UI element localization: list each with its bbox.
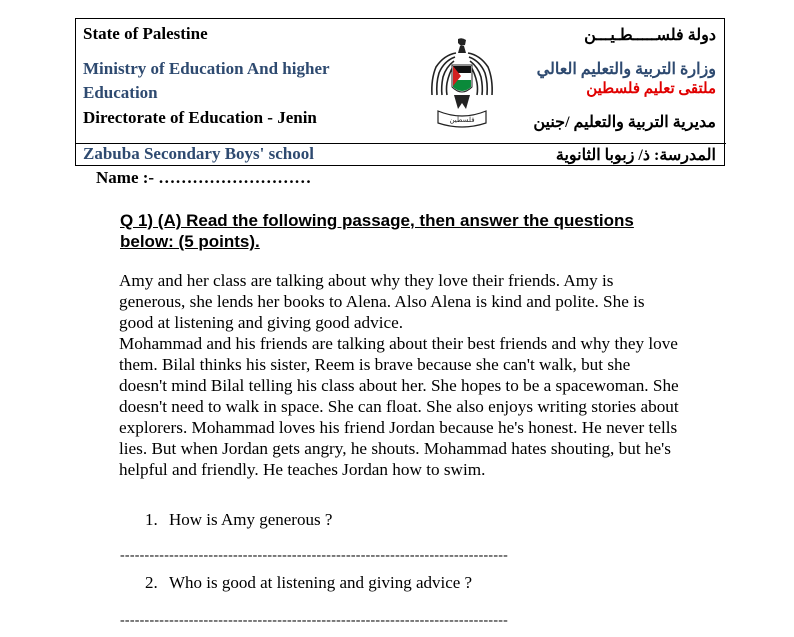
question-item-2-number: 2.	[145, 573, 158, 592]
directorate-title: Directorate of Education - Jenin	[83, 108, 317, 127]
question-item-1-number: 1.	[145, 510, 158, 529]
answer-line-1[interactable]: -------------------------------------------------------------------------------	[120, 548, 509, 563]
question-item-2	[145, 573, 472, 593]
answer-line-2[interactable]: -------------------------------------------------------------------------------	[120, 613, 509, 628]
directorate-title-ar: مديرية التربية والتعليم /جنين	[533, 114, 716, 131]
question-item-1-text: How is Amy generous ?	[169, 510, 333, 529]
student-name-label: Name :- ………………………	[96, 168, 312, 187]
ministry-title: Ministry of Education And higher	[83, 59, 330, 78]
school-name: Zabuba Secondary Boys' school	[83, 144, 314, 163]
state-title-ar: دولة فلســـــطـيـــن	[584, 27, 716, 44]
passage-paragraph-1: Amy and her class are talking about why they love their friends. Amy is generous, she lends her books to Alena. Also Alena is kind and polite. She is good at listening and giving good advice.	[119, 271, 645, 332]
question-item-2-text: Who is good at listening and giving advice ?	[169, 573, 473, 592]
state-title: State of Palestine	[83, 24, 208, 43]
question-title: Q 1) (A) Read the following passage, then answer the questions below: (5 points).	[120, 211, 634, 251]
ministry-title-cont: Education	[83, 83, 158, 102]
passage-paragraph-2: Mohammad and his friends are talking about their best friends and why they love them. Bilal thinks his sister, Reem is brave because she can't walk, but she doesn't mind Bilal telling his class about her. She hopes to be a spacewoman. She doesn't need to walk in space. She can float. She also enjoys writing stories about explorers. Mohammad loves his friend Jordan because he's honest. He never tells lies. But when Jordan gets angry, he shouts. Mohammad hates shouting, but he's helpful and friendly. He teaches Jordan how to swim.	[119, 334, 679, 479]
ministry-title-ar: وزارة التربية والتعليم العالي	[536, 61, 716, 78]
question-item-1	[145, 510, 332, 530]
forum-title-ar: ملتقى تعليم فلسطين	[586, 81, 716, 97]
school-name-ar: المدرسة: ذ/ زبوبا الثانوية	[555, 147, 716, 164]
reading-passage	[119, 270, 679, 480]
emblem-caption: فلسطين	[449, 116, 475, 124]
header-box	[75, 18, 725, 166]
palestine-eagle-emblem-icon	[428, 37, 496, 129]
